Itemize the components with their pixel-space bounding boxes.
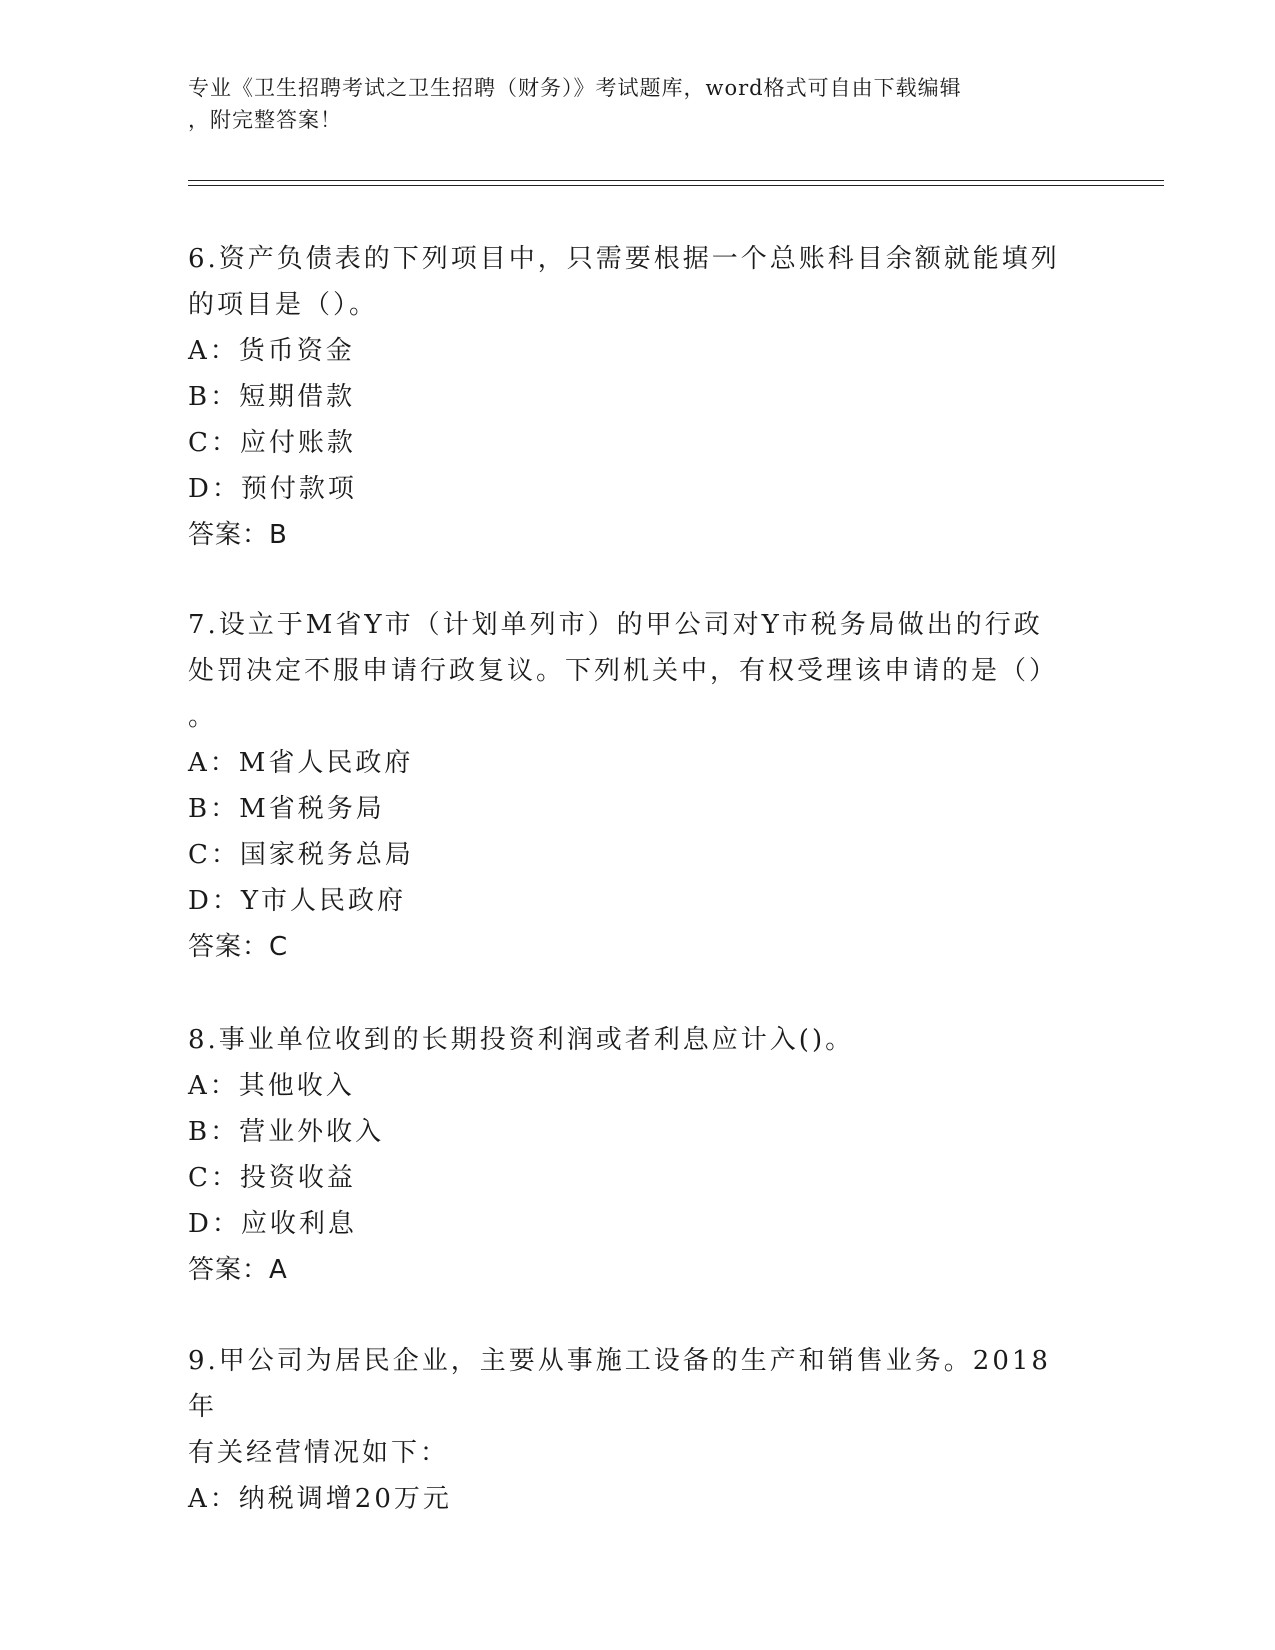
answer: 答案：C [188, 932, 289, 962]
question-stem: 有关经营情况如下： [188, 1438, 450, 1468]
question-6 [188, 236, 1068, 558]
option-a: A：纳税调增20万元 [188, 1484, 452, 1514]
option-b: B：营业外收入 [188, 1117, 385, 1147]
option-b: B：M省税务局 [188, 794, 385, 824]
option-d: D：应收利息 [188, 1209, 357, 1239]
header-divider-top [188, 180, 1164, 181]
question-stem: 处罚决定不服申请行政复议。下列机关中，有权受理该申请的是（） [188, 656, 1059, 686]
question-stem: 。 [188, 702, 218, 732]
option-d: D：Y市人民政府 [188, 886, 407, 916]
option-a: A：其他收入 [188, 1071, 355, 1101]
header-line-1: 专业《卫生招聘考试之卫生招聘（财务）》考试题库，word格式可自由下载编辑 [188, 76, 962, 100]
header-line-2: ，附完整答案！ [188, 108, 342, 132]
header-divider-bottom [188, 185, 1164, 186]
option-d: D：预付款项 [188, 474, 357, 504]
question-8 [188, 1017, 1068, 1293]
question-stem: 的项目是（）。 [188, 290, 379, 320]
option-b: B：短期借款 [188, 382, 356, 412]
option-c: C：投资收益 [188, 1163, 356, 1193]
question-stem: 9.甲公司为居民企业，主要从事施工设备的生产和销售业务。2018年 [188, 1346, 1051, 1422]
question-stem: 6.资产负债表的下列项目中，只需要根据一个总账科目余额就能填列 [188, 244, 1060, 274]
question-7 [188, 602, 1068, 970]
answer: 答案：A [188, 1255, 288, 1285]
question-9 [188, 1338, 1068, 1522]
question-stem: 8.事业单位收到的长期投资利润或者利息应计入()。 [188, 1025, 855, 1055]
option-c: C：国家税务总局 [188, 840, 414, 870]
question-stem: 7.设立于M省Y市（计划单列市）的甲公司对Y市税务局做出的行政 [188, 610, 1043, 640]
answer: 答案：B [188, 520, 288, 550]
option-a: A：M省人民政府 [188, 748, 414, 778]
document-header [188, 72, 1068, 136]
option-c: C：应付账款 [188, 428, 356, 458]
option-a: A：货币资金 [188, 336, 355, 366]
